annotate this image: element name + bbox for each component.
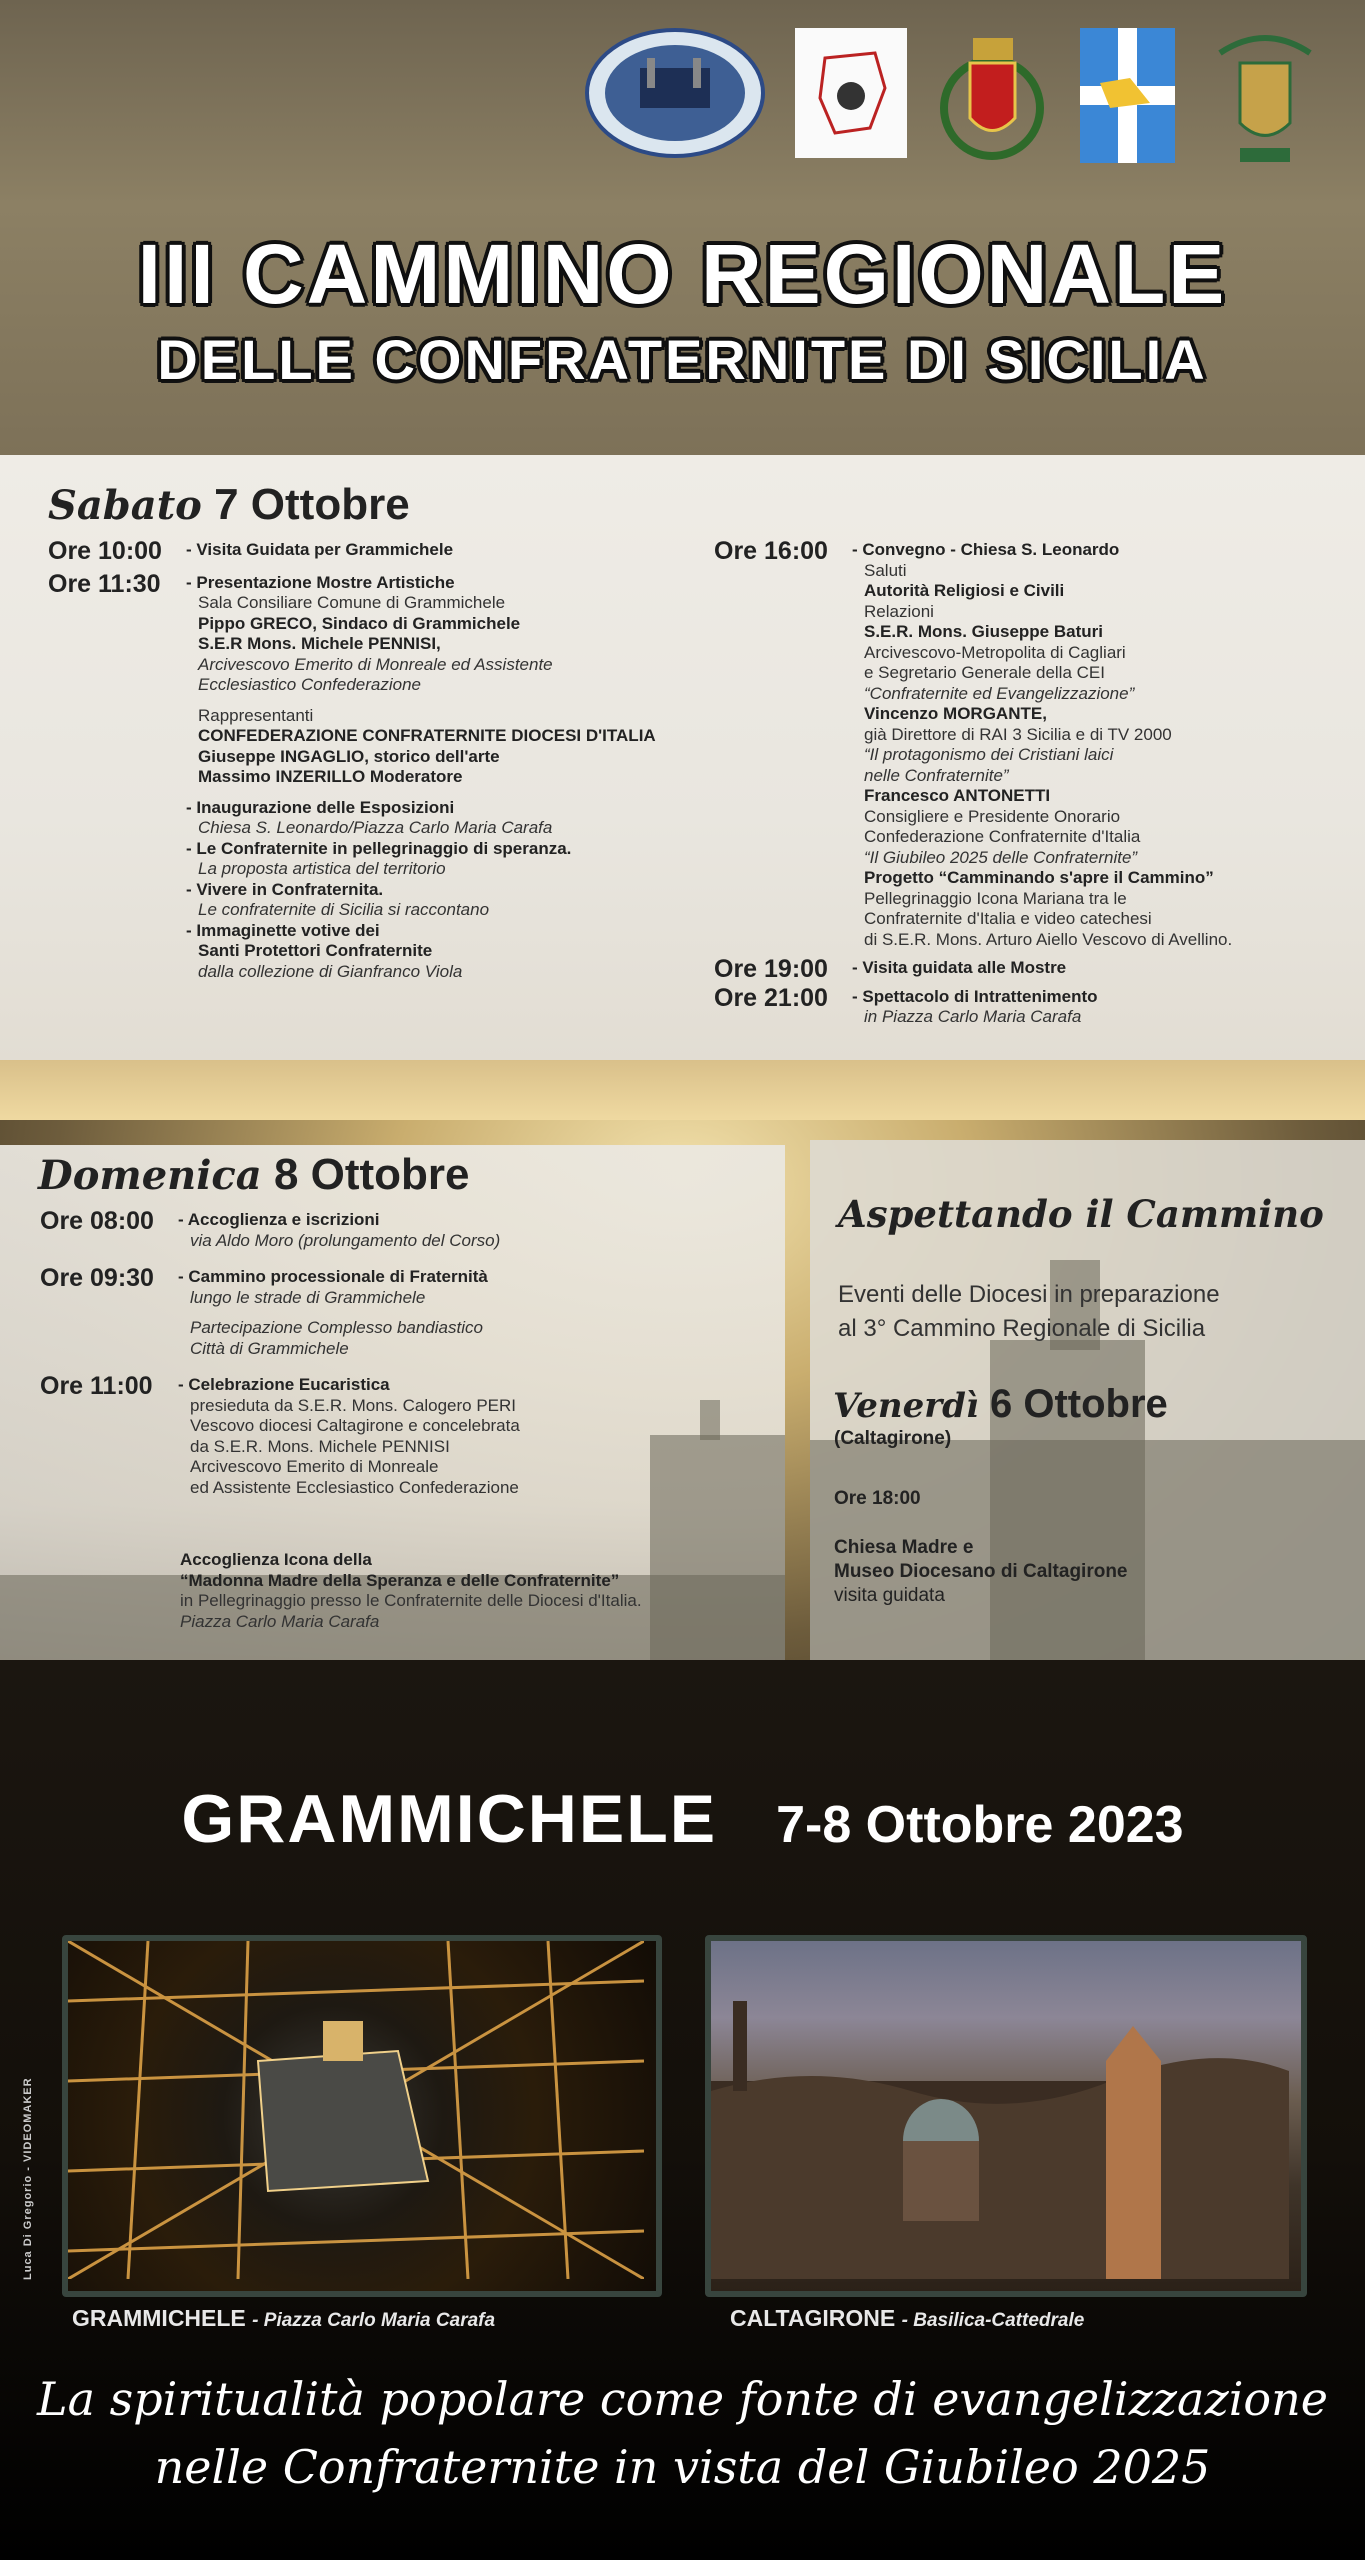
schedule-line: Rappresentanti [198, 705, 314, 725]
caltagirone-cathedral-photo [705, 1935, 1307, 2297]
aspettando-location-line1: Chiesa Madre e [834, 1537, 974, 1558]
aspettando-location [834, 1536, 1128, 1608]
schedule-line: Autorità Religiosi e Civili [864, 581, 1065, 600]
grammichele-aerial-illustration [68, 1941, 644, 2279]
schedule-line: - Convegno - Chiesa S. Leonardo [852, 540, 1120, 559]
schedule-line: - Celebrazione Eucaristica [178, 1375, 390, 1394]
schedule-line: Vescovo diocesi Caltagirone e concelebrata [190, 1416, 520, 1435]
schedule-line: Sala Consiliare Comune di Grammichele [198, 593, 506, 612]
schedule-time: Ore 09:30 [40, 1264, 154, 1292]
schedule-item [48, 569, 728, 983]
schedule-line: - Presentazione Mostre Artistiche [186, 572, 455, 592]
schedule-line: via Aldo Moro (prolungamento del Corso) [190, 1230, 501, 1250]
schedule-item [714, 537, 1354, 950]
sunday-footer-line: Piazza Carlo Maria Carafa [180, 1611, 380, 1631]
schedule-time: Ore 10:00 [48, 537, 162, 565]
schedule-line: Vincenzo MORGANTE, [864, 704, 1047, 723]
schedule-line: - Spettacolo di Intrattenimento [852, 986, 1098, 1006]
schedule-line: Partecipazione Complesso bandiastico [190, 1318, 483, 1337]
schedule-line: Consigliere e Presidente Onorario [864, 806, 1121, 826]
aspettando-desc-line1: Eventi delle Diocesi in preparazione [838, 1281, 1220, 1308]
logos-strip [585, 18, 1365, 168]
schedule-line: Massimo INZERILLO Moderatore [198, 767, 463, 786]
schedule-item [714, 955, 1354, 983]
aspettando-place: (Caltagirone) [834, 1428, 952, 1449]
main-title [0, 225, 1365, 397]
schedule-item [714, 983, 1354, 1028]
city-name: GRAMMICHELE [181, 1781, 718, 1857]
grammichele-aerial-photo [62, 1935, 662, 2297]
bishop-coat-of-arms-icon [1210, 28, 1320, 168]
schedule-line: Ecclesiastico Confederazione [198, 675, 422, 694]
schedule-line: in Piazza Carlo Maria Carafa [864, 1007, 1082, 1026]
title-line-2: DELLE CONFRATERNITE DI SICILIA [157, 328, 1208, 391]
schedule-line: Città di Grammichele [190, 1338, 349, 1358]
sunday-items [40, 1207, 780, 1514]
schedule-line: Arcivescovo Emerito di Monreale [190, 1457, 439, 1476]
photo-caption-grammichele-title: GRAMMICHELE [72, 2305, 246, 2331]
photo-caption-grammichele-sub: - Piazza Carlo Maria Carafa [252, 2310, 496, 2331]
sunday-footer [180, 1550, 780, 1632]
photo-caption-caltagirone-sub: - Basilica-Cattedrale [901, 2310, 1085, 2331]
schedule-line: Francesco ANTONETTI [864, 786, 1051, 805]
schedule-line: di S.E.R. Mons. Arturo Aiello Vescovo di Avellino. [864, 929, 1233, 949]
photo-caption-caltagirone [730, 2305, 1084, 2332]
schedule-time: Ore 11:30 [48, 569, 161, 598]
schedule-line: Santi Protettori Confraternite [198, 941, 433, 960]
photo-caption-grammichele [72, 2305, 495, 2332]
schedule-line: Giuseppe INGAGLIO, storico dell'arte [198, 746, 500, 766]
schedule-line: ed Assistente Ecclesiastico Confederazione [190, 1477, 519, 1497]
motto [0, 2365, 1365, 2501]
schedule-line: Relazioni [864, 601, 934, 621]
schedule-line: Confraternite d'Italia e video catechesi [864, 909, 1152, 928]
sunday-date: 8 Ottobre [273, 1150, 470, 1199]
schedule-line: “Il protagonismo dei Cristiani laici [864, 745, 1114, 764]
schedule-line: Pellegrinaggio Icona Mariana tra le [864, 888, 1127, 908]
schedule-line: - Vivere in Confraternita. [186, 879, 384, 899]
aspettando-desc-line2: al 3° Cammino Regionale di Sicilia [838, 1315, 1206, 1342]
schedule-line: lungo le strade di Grammichele [190, 1287, 426, 1307]
schedule-line [186, 696, 728, 706]
sunday-footer-line: in Pellegrinaggio presso le Confraternite delle Diocesi d'Italia. [180, 1591, 642, 1610]
saturday-date: 7 Ottobre [214, 480, 410, 529]
schedule-line: Progetto “Camminando s'apre il Cammino” [864, 868, 1214, 887]
schedule-line: presieduta da S.E.R. Mons. Calogero PERI [190, 1395, 516, 1415]
photo-credit: Luca Di Gregorio - VIDEOMAKER [22, 2077, 34, 2280]
schedule-line: S.E.R Mons. Michele PENNISI, [198, 634, 441, 653]
schedule-line: - Inaugurazione delle Esposizioni [186, 797, 455, 817]
schedule-line: dalla collezione di Gianfranco Viola [198, 961, 463, 981]
schedule-time: Ore 21:00 [714, 983, 828, 1012]
saturday-day: Sabato [48, 482, 202, 529]
schedule-line: S.E.R. Mons. Giuseppe Baturi [864, 622, 1103, 641]
aspettando-day: Venerdì [833, 1386, 979, 1426]
schedule-line: “Confraternite ed Evangelizzazione” [864, 683, 1135, 703]
aspettando-description [838, 1278, 1220, 1346]
schedule-line: già Direttore di RAI 3 Sicilia e di TV 2000 [864, 724, 1172, 744]
aspettando-heading [833, 1382, 1168, 1427]
schedule-line: e Segretario Generale della CEI [864, 663, 1105, 682]
schedule-time: Ore 16:00 [714, 537, 828, 565]
photo-caption-caltagirone-title: CALTAGIRONE [730, 2305, 896, 2331]
diocesi-caltagirone-logo [795, 28, 907, 158]
schedule-line: - Cammino processionale di Fraternità [178, 1267, 488, 1286]
schedule-line: - Visita guidata alle Mostre [852, 958, 1067, 977]
schedule-line [186, 788, 728, 798]
sunday-footer-line: Accoglienza Icona della [180, 1550, 372, 1569]
aspettando-location-line2: Museo Diocesano di Caltagirone [834, 1561, 1128, 1582]
aspettando-time: Ore 18:00 [834, 1488, 921, 1509]
motto-line-2: nelle Confraternite in vista del Giubileo 2025 [154, 2440, 1211, 2494]
schedule-line: - Immaginette votive dei [186, 920, 380, 940]
schedule-line: La proposta artistica del territorio [198, 859, 446, 878]
sunday-day: Domenica [38, 1152, 262, 1199]
schedule-item [40, 1372, 780, 1498]
schedule-time: Ore 11:00 [40, 1372, 153, 1400]
schedule-item [48, 537, 728, 565]
schedule-line: Pippo GRECO, Sindaco di Grammichele [198, 613, 521, 633]
aspettando-date: 6 Ottobre [989, 1382, 1168, 1426]
schedule-item [40, 1207, 780, 1251]
event-dates: 7-8 Ottobre 2023 [776, 1796, 1184, 1854]
schedule-line: Arcivescovo Emerito di Monreale ed Assistente [198, 654, 553, 674]
schedule-time: Ore 08:00 [40, 1207, 154, 1235]
schedule-line: Le confraternite di Sicilia si raccontano [198, 900, 490, 919]
confederazione-confraternite-logo [585, 28, 765, 158]
schedule-line: Confederazione Confraternite d'Italia [864, 827, 1141, 846]
schedule-line: “Il Giubileo 2025 delle Confraternite” [864, 847, 1138, 867]
schedule-line: - Accoglienza e iscrizioni [178, 1210, 380, 1229]
schedule-line: Chiesa S. Leonardo/Piazza Carlo Maria Carafa [198, 818, 553, 837]
schedule-time: Ore 19:00 [714, 955, 828, 983]
sunday-footer-line: “Madonna Madre della Speranza e delle Confraternite” [180, 1570, 620, 1590]
schedule-line: nelle Confraternite” [864, 765, 1009, 785]
saturday-heading [48, 480, 410, 530]
city-banner [0, 1780, 1365, 1858]
municipal-coat-of-arms-icon [940, 28, 1045, 168]
sunday-heading [38, 1150, 470, 1200]
schedule-line: Arcivescovo-Metropolita di Cagliari [864, 642, 1126, 662]
saturday-right-column [714, 537, 1354, 1036]
aspettando-title: Aspettando il Cammino [838, 1192, 1324, 1236]
regione-sicilia-flag-icon [1080, 28, 1175, 163]
aspettando-location-line3: visita guidata [834, 1585, 945, 1606]
caltagirone-cathedral-illustration [711, 1941, 1289, 2279]
schedule-line: - Visita Guidata per Grammichele [186, 540, 454, 559]
schedule-line: da S.E.R. Mons. Michele PENNISI [190, 1436, 450, 1456]
schedule-line: CONFEDERAZIONE CONFRATERNITE DIOCESI D'ITALIA [198, 726, 656, 745]
sunset-strip [0, 1060, 1365, 1120]
schedule-line: - Le Confraternite in pellegrinaggio di speranza. [186, 838, 572, 858]
schedule-line [178, 1308, 780, 1318]
schedule-item [40, 1264, 780, 1359]
motto-line-1: La spiritualità popolare come fonte di evangelizzazione [37, 2372, 1328, 2426]
title-line-1: III CAMMINO REGIONALE [137, 227, 1228, 321]
schedule-line: Saluti [864, 560, 907, 580]
saturday-left-column [48, 537, 728, 994]
